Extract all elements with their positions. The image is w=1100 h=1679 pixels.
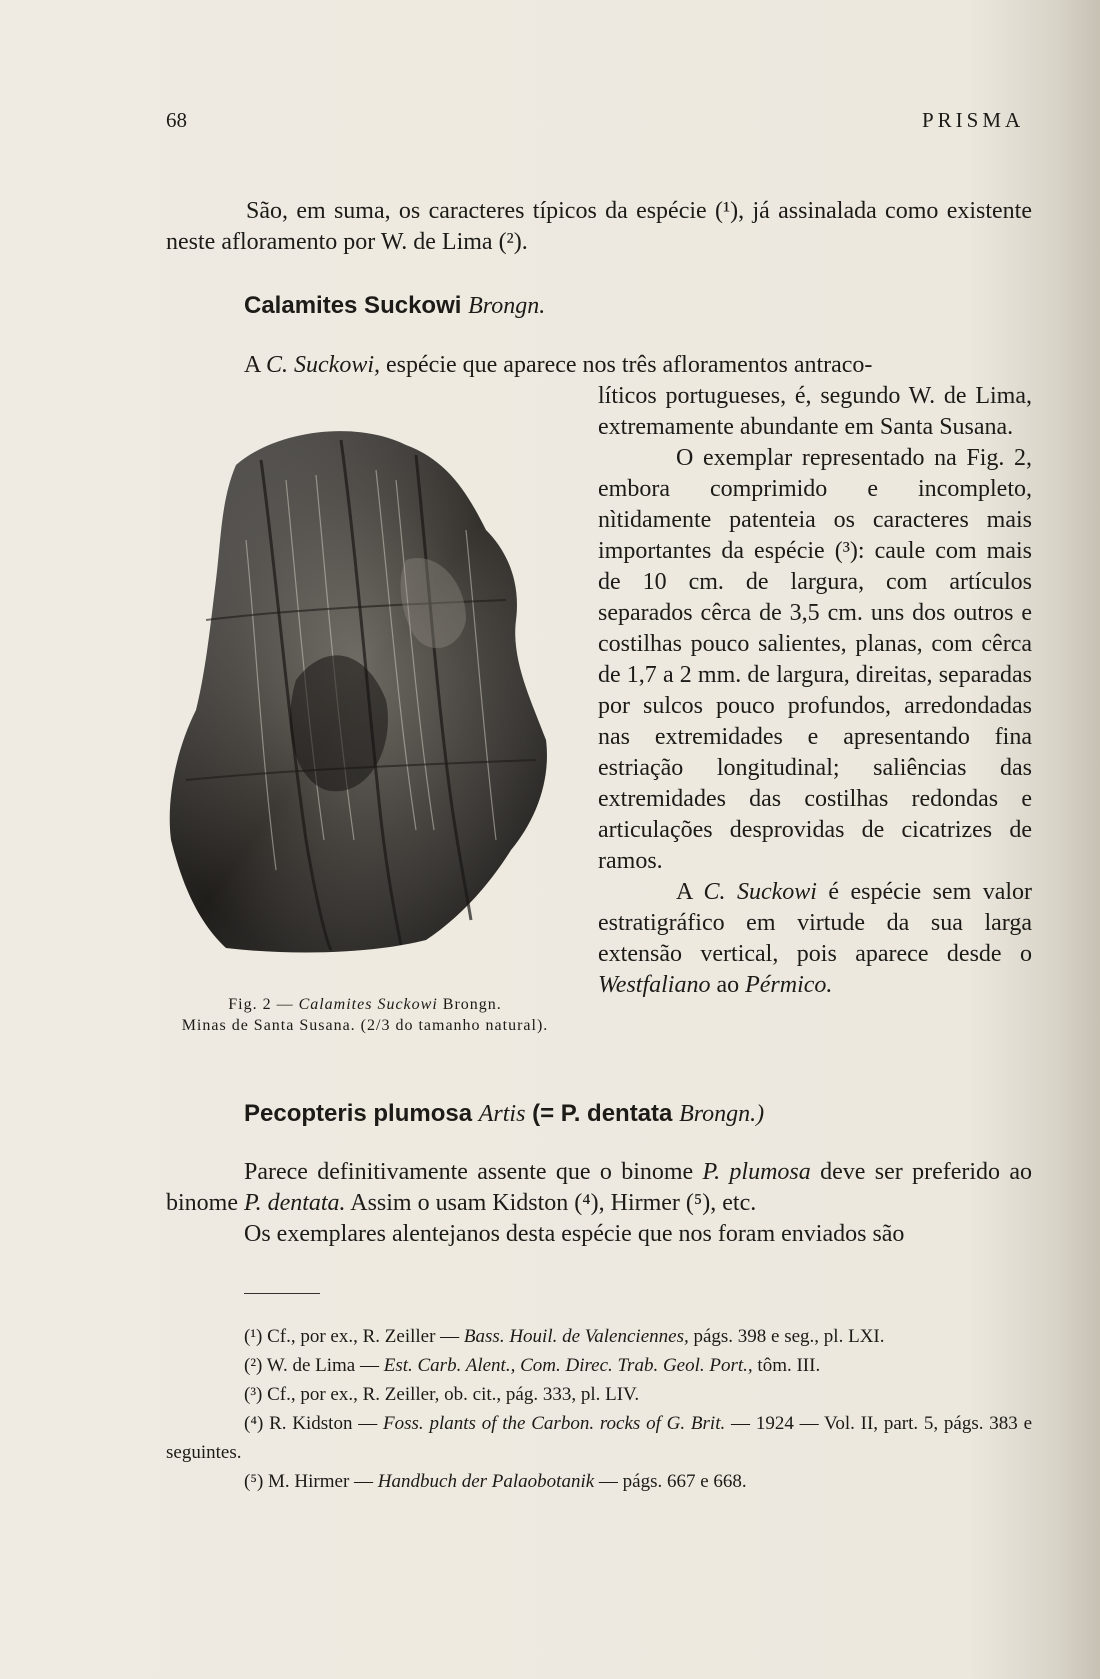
col3-c: ao [716, 972, 740, 998]
paragraph-3 [166, 1157, 1032, 1250]
footnotes [166, 1322, 1032, 1496]
fn2-b: tôm. III. [757, 1355, 821, 1376]
paragraph-1: São, em suma, os caracteres típicos da espécie (¹), já assinalada como existente neste afloramento por W. de Lima (²). [166, 198, 1032, 255]
paragraph-2-intro [244, 350, 1032, 381]
p3-b: deve ser preferido ao binome [166, 1159, 1033, 1216]
fossil-image [166, 420, 566, 960]
fn5-title: Handbuch der Palaobotanik [377, 1471, 595, 1492]
heading-calamites-author: Brongn. [468, 293, 546, 319]
heading-pecopteris-synonym: (= P. dentata [532, 1100, 673, 1127]
page-number: 68 [166, 108, 187, 132]
fn4-a: (⁴) R. Kidston — [244, 1413, 378, 1434]
p3-dentata: P. dentata. [244, 1190, 346, 1216]
col3-a: A [676, 879, 693, 905]
intro-text-a: A [244, 352, 261, 378]
column-text-3 [598, 877, 1032, 1001]
col3-westfaliano: Westfaliano [598, 972, 711, 998]
footnote-2 [166, 1351, 1032, 1380]
fn5-b: — págs. 667 e 668. [598, 1471, 747, 1492]
footnote-4 [166, 1409, 1032, 1467]
fn3-a: (³) Cf., por ex., R. Zeiller, ob. cit., pág. 333, pl. LIV. [244, 1384, 640, 1405]
heading-pecopteris-name: Pecopteris plumosa [244, 1100, 473, 1127]
heading-pecopteris [244, 1100, 764, 1128]
running-title: PRISMA [922, 108, 1025, 132]
fn2-a: (²) W. de Lima — [244, 1355, 379, 1376]
fn5-a: (⁵) M. Hirmer — [244, 1471, 374, 1492]
fn2-title: Est. Carb. Alent., Com. Direc. Trab. Geol. Port., [383, 1355, 753, 1376]
footnote-1 [166, 1322, 1032, 1351]
fn1-a: (¹) Cf., por ex., R. Zeiller — [244, 1326, 460, 1347]
figure-caption [170, 994, 560, 1036]
col3-permico: Pérmico. [745, 972, 833, 998]
heading-calamites-name: Calamites Suckowi [244, 292, 462, 319]
column-text-2: O exemplar representado na Fig. 2, embora comprimido e incompleto, nìtidamente patenteia os caracteres mais importantes da espécie (³): caule com mais de 10 cm. de largura, com artículos separados cêrca de 3,5 cm. uns dos outros e costilhas pouco salientes, planas, com cêrca de 1,7 a 2 mm. de largura, direitas, separadas por sulcos pouco profundos, arredondadas nas extremidades e apresentando fina estriação longitudinal; saliências das extremidades das costilhas redondas e articulações desprovidas de cicatrizes de ramos. [598, 445, 1032, 874]
col3-species: C. Suckowi [703, 879, 817, 905]
col3-b: é espécie sem valor estratigráfico em virtude da sua larga extensão vertical, pois aparece desde o [598, 879, 1033, 967]
heading-calamites [244, 292, 545, 320]
caption-author: Brongn. [442, 996, 502, 1013]
text-column [598, 381, 1032, 1001]
caption-label: Fig. 2 — [228, 996, 294, 1013]
fn1-title: Bass. Houil. de Valenciennes, [463, 1326, 689, 1347]
fn4-b: — 1924 — Vol. II, part. 5, págs. 383 e seguintes. [166, 1413, 1033, 1463]
footnote-5 [166, 1467, 1032, 1496]
intro-text-b: espécie que aparece nos três afloramentos antraco- [386, 352, 873, 378]
fn1-b: págs. 398 e seg., pl. LXI. [693, 1326, 885, 1347]
caption-location: Minas de Santa Susana. (2/3 do tamanho natural). [181, 1017, 549, 1034]
fn4-title: Foss. plants of the Carbon. rocks of G. Brit. [383, 1413, 726, 1434]
p3-a: Parece definitivamente assente que o binome [244, 1159, 694, 1185]
fossil-photograph [166, 420, 566, 960]
heading-pecopteris-synonym-author: Brongn.) [679, 1101, 765, 1127]
p3-c: Assim o usam Kidston (⁴), Hirmer (⁵), etc. [350, 1190, 757, 1216]
p3-plumosa: P. plumosa [702, 1159, 811, 1185]
heading-pecopteris-author: Artis [478, 1101, 526, 1127]
p3-d: Os exemplares alentejanos desta espécie que nos foram enviados são [244, 1221, 905, 1247]
column-text-1: líticos portugueses, é, segundo W. de Lima, extremamente abundante em Santa Susana. [598, 383, 1032, 440]
footnote-divider [244, 1293, 320, 1294]
footnote-3 [166, 1380, 1032, 1409]
intro-species: C. Suckowi, [266, 352, 381, 378]
caption-species: Calamites Suckowi [298, 996, 438, 1013]
